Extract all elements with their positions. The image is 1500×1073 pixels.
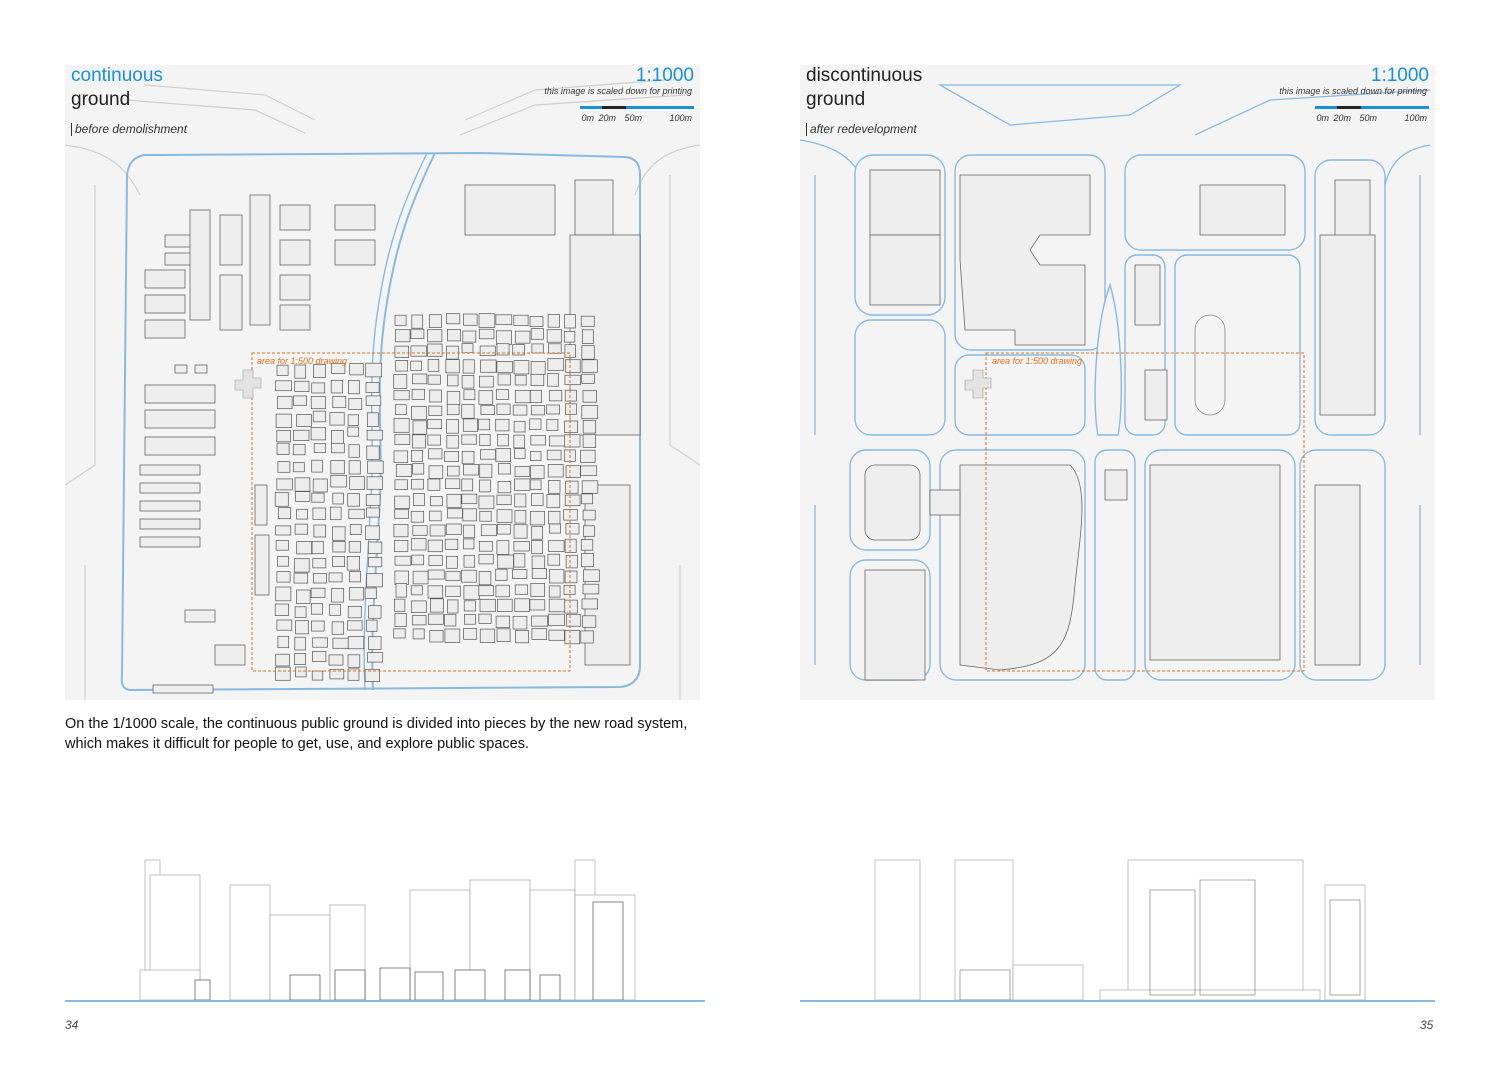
left-scale-bar [580, 106, 694, 109]
left-scale-note: this image is scaled down for printing [544, 86, 692, 96]
right-scale-note: this image is scaled down for printing [1279, 86, 1427, 96]
left-subtitle: before demolishment [71, 123, 187, 136]
elevation-before [65, 840, 705, 1015]
right-page [750, 0, 1500, 1073]
left-scale: 1:1000 [635, 65, 694, 86]
right-title-line1: discontinuous [806, 65, 923, 86]
right-title-line2: ground [806, 89, 866, 110]
left-scale-label-0: 0m [581, 113, 594, 123]
right-scale-label-50: 50m [1359, 113, 1377, 123]
elevation-after [800, 840, 1440, 1015]
site-plan-before [65, 65, 700, 700]
right-scale: 1:1000 [1370, 65, 1429, 86]
left-scale-label-50: 50m [624, 113, 642, 123]
left-area-label: area for 1:500 drawing [257, 356, 348, 366]
right-subtitle: after redevelopment [806, 123, 917, 136]
site-plan-after [800, 65, 1435, 700]
left-scale-label-20: 20m [598, 113, 616, 123]
left-scale-label-100: 100m [669, 113, 692, 123]
page-number-right: 35 [1420, 1018, 1434, 1032]
right-area-label: area for 1:500 drawing [992, 356, 1083, 366]
site-plan-before-drawing [65, 65, 700, 700]
right-scale-label-100: 100m [1404, 113, 1427, 123]
right-scale-bar [1315, 106, 1429, 109]
right-scale-label-0: 0m [1316, 113, 1329, 123]
right-scale-label-20: 20m [1333, 113, 1351, 123]
left-title-line1: continuous [71, 65, 163, 86]
site-plan-after-drawing [800, 65, 1435, 700]
page-number-left: 34 [65, 1018, 79, 1032]
caption: On the 1/1000 scale, the continuous public ground is divided into pieces by the new road system, which makes it difficult for people to get, use, and explore public spaces. [65, 716, 688, 752]
left-title-line2: ground [71, 89, 131, 110]
